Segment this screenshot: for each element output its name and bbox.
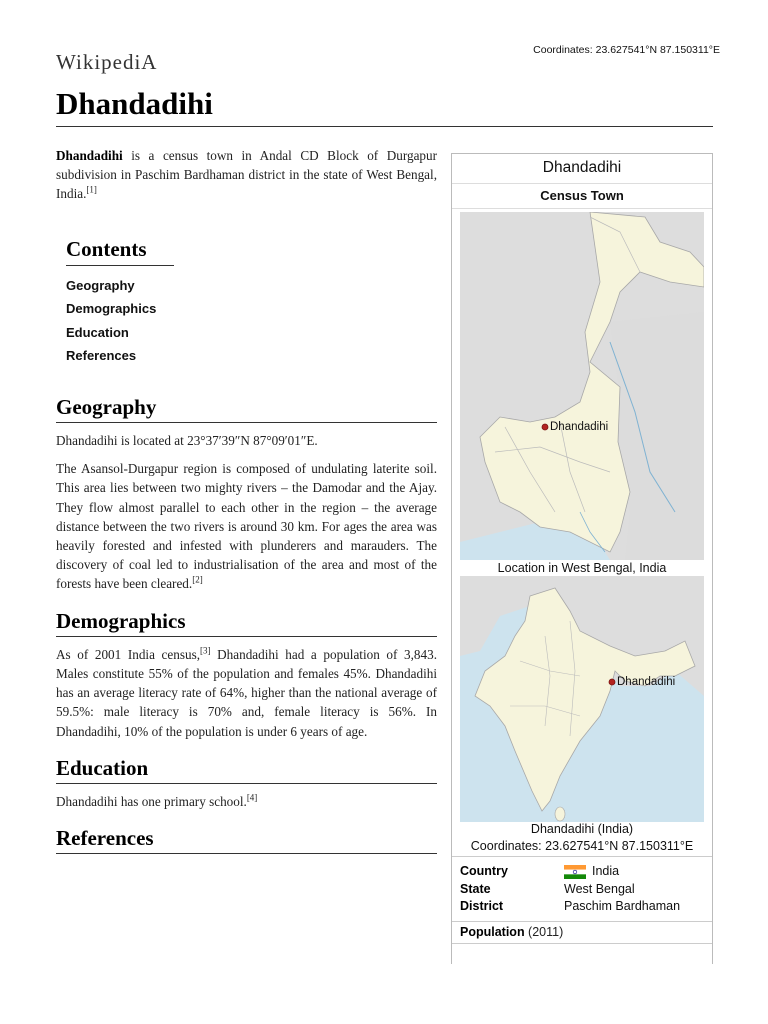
toc-item-education[interactable]: Education [66,324,129,340]
page-title: Dhandadihi [56,86,213,121]
infobox-subtitle: Census Town [452,183,712,209]
coordinates-header[interactable]: Coordinates: 23.627541°N 87.150311°E [533,44,720,56]
article-body [56,146,437,872]
education-paragraph [56,792,437,811]
infobox-title: Dhandadihi [542,159,622,176]
ref-link-1[interactable]: [1] [86,185,97,196]
map2-marker-label: Dhandadihi [617,676,676,688]
education-text: Dhandadihi has one primary school. [56,794,247,810]
india-locator-map[interactable] [460,576,704,822]
geography-location-paragraph: Dhandadihi is located at 23°37′39″N 87°09′01″E. [56,433,318,449]
infobox-row-district [460,898,704,916]
country-value-cell [564,863,704,881]
geography-region-paragraph [56,459,437,593]
state-value[interactable]: West Bengal [564,881,635,896]
section-geography [56,394,437,594]
district-value[interactable]: Paschim Bardhaman [564,899,681,913]
india-flag-icon [564,865,586,879]
wikipedia-logo[interactable]: WikipediA [56,50,158,74]
toc-title: Contents [66,240,174,266]
toc-item-demographics[interactable]: Demographics [66,301,157,317]
infobox-rows [460,863,704,916]
section-education [56,755,437,811]
infobox-population-header [452,921,712,944]
lead-paragraph [56,146,437,204]
ref-link-2[interactable]: [2] [192,575,203,586]
infobox-coordinates[interactable]: Coordinates: 23.627541°N 87.150311°E [452,839,712,857]
ref-link-3[interactable]: [3] [200,645,211,656]
geography-heading: Geography [56,398,437,423]
demographics-heading: Demographics [56,612,437,637]
section-demographics [56,608,437,741]
demographics-text-a: As of 2001 India census, [56,646,201,662]
map2-caption: Dhandadihi (India) [530,822,634,836]
toc-item-references[interactable]: References [66,348,137,364]
demographics-text-b: Dhandadihi had a population of 3,843. Males constitute 55% of the population and females 45%. Dhandadihi has an average literacy rate of 64%, higher than the national average of 59.5%: male literacy is 70% and, female literacy is 56%. In Dhandadihi, 10% of the population is under 6 years of age. [56,646,437,739]
country-value[interactable]: India [592,864,620,878]
country-label: Country [460,864,508,878]
lead-text: is a census town in Andal CD Block of Durgapur subdivision in Paschim Bardhaman district in the state of West Bengal, India. [56,148,437,202]
west-bengal-locator-map[interactable] [460,212,704,560]
demographics-paragraph [56,645,437,741]
education-heading: Education [56,759,437,784]
population-year: (2011) [524,925,564,939]
population-label: Population [460,925,525,939]
district-label: District [460,899,504,913]
map1-marker-label: Dhandadihi [550,421,609,433]
table-of-contents [66,236,437,368]
state-label: State [460,881,491,896]
infobox-row-country [460,863,704,881]
references-heading: References [56,829,437,854]
infobox [451,153,713,964]
ref-link-4[interactable]: [4] [246,792,258,803]
toc-item-geography[interactable]: Geography [66,277,135,293]
title-divider [56,126,713,127]
section-references [56,826,437,854]
geography-region-text: The Asansol-Durgapur region is composed of undulating laterite soil. This area lies between two mighty rivers – the Damodar and the Ajay. They flow almost parallel to each other in the region – the average distance between the two rivers is around 30 km. For ages the area was heavily forested and infested with plunderers and marauders. The discovery of coal led to industrialisation of the area and most of the forests have been cleared. [56,461,437,592]
infobox-row-state [460,881,704,899]
lead-bold-title: Dhandadihi [56,148,123,163]
map1-caption: Location in West Bengal, India [497,561,667,575]
